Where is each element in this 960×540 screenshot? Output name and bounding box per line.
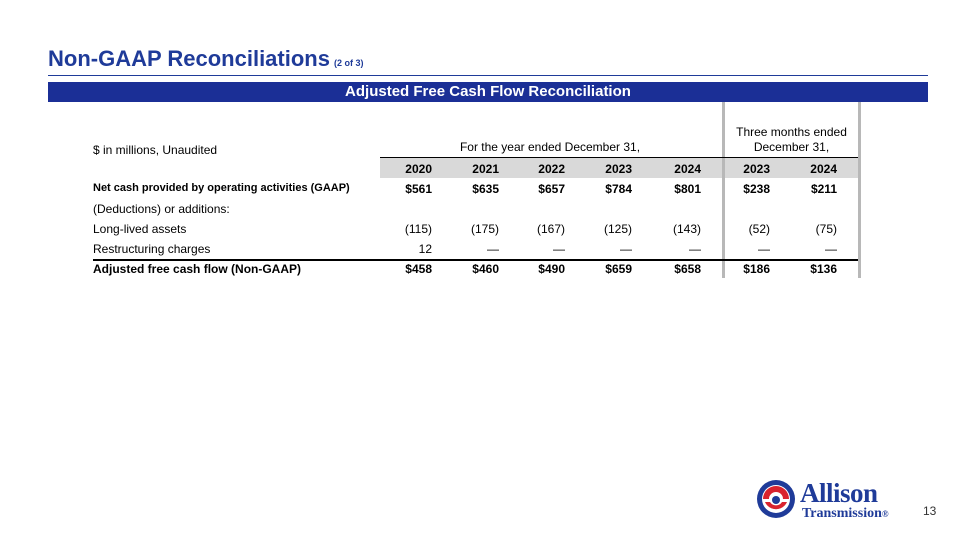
table-cell: (115)	[404, 222, 432, 236]
table-cell: (52)	[748, 222, 770, 236]
table-cell: (143)	[672, 222, 701, 236]
table-cell: —	[758, 242, 770, 256]
logo-wordmark: Allison	[800, 478, 878, 508]
table-cell: $238	[743, 182, 770, 196]
header-rule	[380, 157, 858, 158]
logo-registered-mark: ®	[881, 509, 889, 519]
year-group-label: For the year ended December 31,	[459, 140, 641, 154]
page-title	[48, 46, 363, 72]
quarter-group-label-1: Three months ended	[736, 125, 847, 139]
row-label: Restructuring charges	[93, 242, 211, 256]
quarter-group-label-2: December 31,	[753, 140, 830, 154]
table-cell: (167)	[536, 222, 565, 236]
row-label: Adjusted free cash flow (Non-GAAP)	[93, 262, 302, 276]
table-cell: $659	[605, 262, 632, 276]
title-text: Non-GAAP Reconciliations	[48, 46, 330, 71]
table-cell: $136	[810, 262, 837, 276]
table-cell: $561	[405, 182, 432, 196]
title-subtitle: (2 of 3)	[333, 58, 364, 68]
table-cell: (75)	[815, 222, 837, 236]
table-banner: Adjusted Free Cash Flow Reconciliation	[48, 82, 928, 102]
column-header: 2020	[405, 162, 432, 176]
allison-logo-icon	[755, 478, 797, 520]
total-rule	[93, 259, 858, 261]
table-cell: (125)	[603, 222, 632, 236]
column-header: 2024	[810, 162, 837, 176]
column-header: 2024	[674, 162, 701, 176]
table-cell: (175)	[470, 222, 499, 236]
table-cell: —	[620, 242, 632, 256]
table-cell: 12	[418, 242, 432, 256]
table-cell: $635	[472, 182, 499, 196]
table-right-border	[858, 102, 861, 278]
column-header: 2023	[605, 162, 632, 176]
logo-subtitle	[802, 506, 889, 522]
title-rule	[48, 75, 928, 76]
page-number: 13	[923, 504, 937, 518]
row-label: Net cash provided by operating activities (GAAP)	[93, 182, 350, 194]
table-cell: $658	[674, 262, 701, 276]
table-cell: —	[689, 242, 701, 256]
table-cell: —	[487, 242, 499, 256]
column-header: 2021	[472, 162, 499, 176]
unit-label: $ in millions, Unaudited	[93, 143, 218, 157]
table-cell: $490	[538, 262, 565, 276]
table-cell: $657	[538, 182, 565, 196]
row-label: Long-lived assets	[93, 222, 187, 236]
table-cell: $784	[605, 182, 632, 196]
table-cell: $801	[674, 182, 701, 196]
table-cell: —	[825, 242, 837, 256]
table-cell: $458	[405, 262, 432, 276]
table-cell: $211	[810, 182, 837, 196]
column-header: 2022	[538, 162, 565, 176]
row-label: (Deductions) or additions:	[93, 202, 230, 216]
table-cell: —	[553, 242, 565, 256]
column-header: 2023	[743, 162, 770, 176]
table-cell: $460	[472, 262, 499, 276]
table-cell: $186	[743, 262, 770, 276]
logo-subtitle-text: Transmission	[802, 506, 882, 521]
